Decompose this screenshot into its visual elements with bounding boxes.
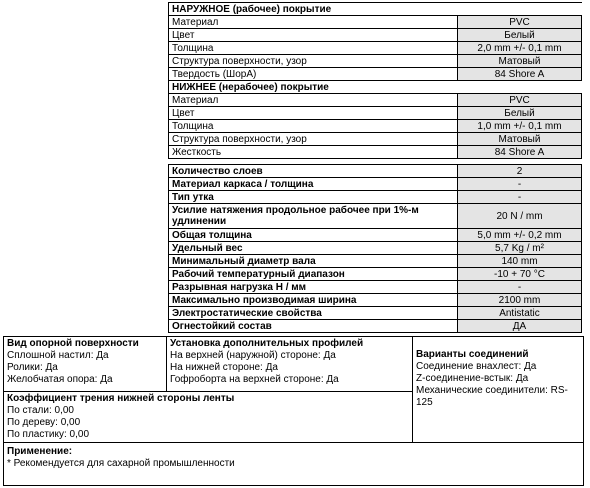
spec-label: Цвет [169, 29, 458, 42]
spec-row [169, 29, 582, 42]
spec-row [169, 42, 582, 55]
spec-label: Толщина [169, 120, 458, 133]
spec-row [169, 268, 582, 281]
spec-row [169, 120, 582, 133]
spec-row [169, 146, 582, 159]
spec-value: 84 Shore A [458, 146, 582, 159]
spec-label: Структура поверхности, узор [169, 133, 458, 146]
spec-row [169, 165, 582, 178]
section-header-spacer [458, 3, 582, 16]
spec-label: Цвет [169, 107, 458, 120]
spec-row [169, 307, 582, 320]
profiles-line: Гофроборта на верхней стороне: Да [170, 374, 339, 385]
spec-value: PVC [458, 16, 582, 29]
section-header: НАРУЖНОЕ (рабочее) покрытие [169, 3, 458, 16]
joints-box [412, 336, 584, 443]
spec-value: - [458, 178, 582, 191]
spec-row [169, 294, 582, 307]
spec-row [169, 229, 582, 242]
profiles-line: На нижней стороне: Да [170, 362, 278, 373]
spec-value: 140 mm [458, 255, 582, 268]
friction-box [3, 391, 413, 443]
spec-row [169, 281, 582, 294]
spec-label: Минимальный диаметр вала [169, 255, 458, 268]
spec-row [169, 255, 582, 268]
spec-value: 84 Shore A [458, 68, 582, 81]
spec-value: Матовый [458, 55, 582, 68]
joints-line: Соединение внахлест: Да [416, 361, 537, 372]
spec-value: - [458, 281, 582, 294]
section-header-row [169, 3, 582, 16]
spec-value: Белый [458, 29, 582, 42]
spec-label: Разрывная нагрузка Н / мм [169, 281, 458, 294]
spec-value: 2,0 mm +/- 0,1 mm [458, 42, 582, 55]
spec-row [169, 178, 582, 191]
spec-label: Рабочий температурный диапазон [169, 268, 458, 281]
joints-line: Механические соединители: RS- [416, 385, 568, 396]
spec-row [169, 107, 582, 120]
joints-line: Z-соединение-встык: Да [416, 373, 529, 384]
spec-value: Antistatic [458, 307, 582, 320]
spec-label: Общая толщина [169, 229, 458, 242]
spec-value: 5,0 mm +/- 0,2 mm [458, 229, 582, 242]
profiles-line: На верхней (наружной) стороне: Да [170, 350, 336, 361]
spec-value: Белый [458, 107, 582, 120]
support-line: Сплошной настил: Да [7, 350, 109, 361]
spec-label: Материал [169, 94, 458, 107]
spec-value: -10 + 70 °C [458, 268, 582, 281]
usage-title: Применение: [7, 446, 73, 457]
profiles-box [166, 336, 413, 392]
spec-label: Структура поверхности, узор [169, 55, 458, 68]
spec-value: Матовый [458, 133, 582, 146]
section-header-row [169, 81, 582, 94]
usage-box [3, 442, 584, 486]
spec-value: ДА [458, 320, 582, 333]
spec-label: Материал [169, 16, 458, 29]
spec-row [169, 68, 582, 81]
spec-label: Усилие натяжения продольное рабочее при 1%-м удлинении [169, 204, 458, 229]
spec-table [168, 2, 582, 333]
spec-row [169, 94, 582, 107]
support-title: Вид опорной поверхности [7, 338, 139, 349]
spec-row [169, 191, 582, 204]
joints-line: 125 [416, 397, 433, 408]
spec-label: Жесткость [169, 146, 458, 159]
spec-row [169, 320, 582, 333]
spec-label: Толщина [169, 42, 458, 55]
spec-label: Тип утка [169, 191, 458, 204]
spec-value: 20 N / mm [458, 204, 582, 229]
support-box [3, 336, 167, 392]
joints-title: Варианты соединений [416, 349, 529, 360]
spec-value: 5,7 Kg / m² [458, 242, 582, 255]
support-line: Ролики: Да [7, 362, 58, 373]
spec-label: Количество слоев [169, 165, 458, 178]
spec-row [169, 133, 582, 146]
spec-label: Удельный вес [169, 242, 458, 255]
spec-value: - [458, 191, 582, 204]
spec-label: Материал каркаса / толщина [169, 178, 458, 191]
spec-row [169, 242, 582, 255]
spec-row [169, 55, 582, 68]
support-line: Желобчатая опора: Да [7, 374, 113, 385]
section-header: НИЖНЕЕ (нерабочее) покрытие [169, 81, 458, 94]
usage-line: * Рекомендуется для сахарной промышленности [7, 458, 235, 469]
section-header-spacer [458, 81, 582, 94]
spec-value: 2 [458, 165, 582, 178]
friction-line: По дереву: 0,00 [7, 417, 81, 428]
profiles-title: Установка дополнительных профилей [170, 338, 364, 349]
spec-value: PVC [458, 94, 582, 107]
friction-line: По стали: 0,00 [7, 405, 74, 416]
spec-label: Максимально производимая ширина [169, 294, 458, 307]
spec-row [169, 204, 582, 229]
spec-label: Твердость (ШорА) [169, 68, 458, 81]
spec-label: Электростатические свойства [169, 307, 458, 320]
spec-value: 2100 mm [458, 294, 582, 307]
friction-title: Коэффициент трения нижней стороны ленты [7, 393, 235, 404]
spec-row [169, 16, 582, 29]
spec-label: Огнестойкий состав [169, 320, 458, 333]
friction-line: По пластику: 0,00 [7, 429, 90, 440]
spec-value: 1,0 mm +/- 0,1 mm [458, 120, 582, 133]
